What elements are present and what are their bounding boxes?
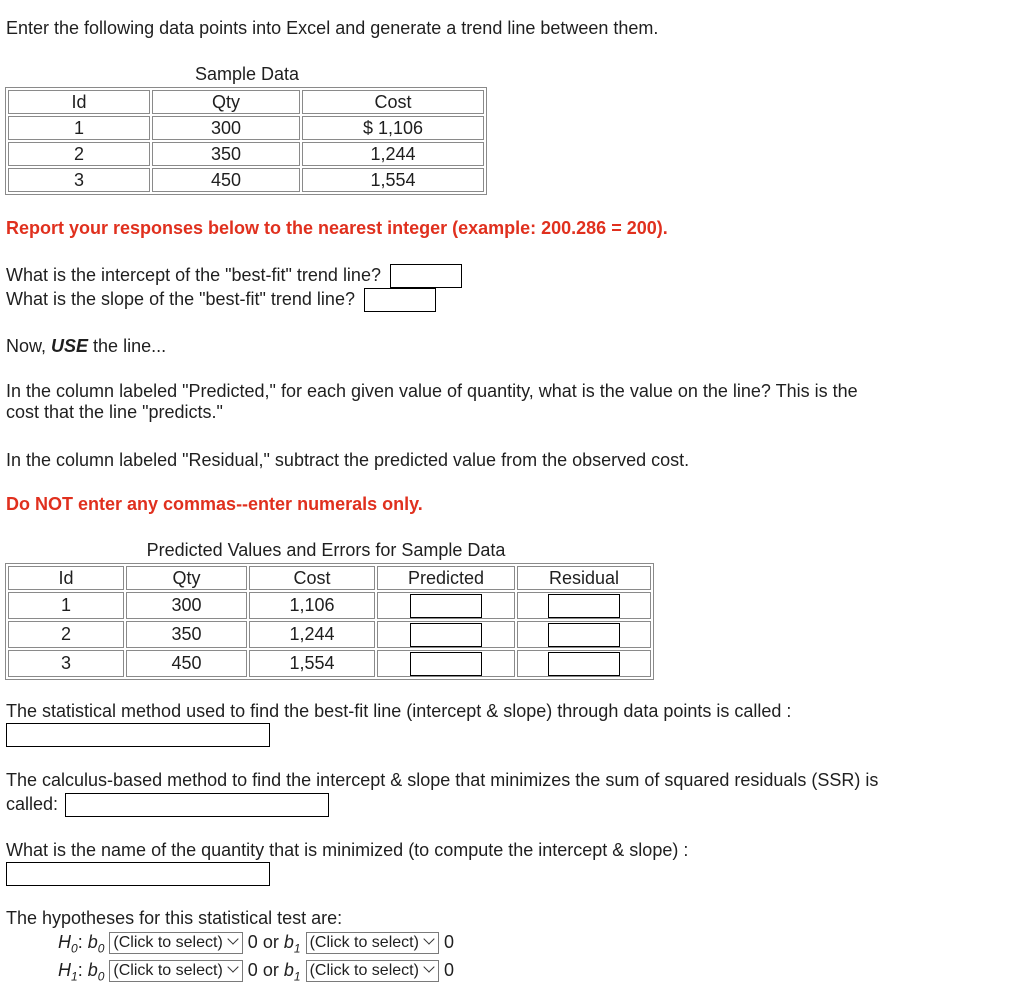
cell-cost: 1,106	[249, 592, 375, 619]
h0-label: $H_0$	[58, 932, 78, 956]
header-cost: Cost	[302, 90, 484, 114]
predicted-input[interactable]	[410, 652, 482, 676]
cell-cost: 1,554	[302, 168, 484, 192]
header-cost: Cost	[249, 566, 375, 590]
residual-input[interactable]	[548, 652, 620, 676]
sample-table-caption: Sample Data	[194, 64, 300, 84]
cell-predicted	[377, 621, 515, 648]
table-header-row	[8, 566, 651, 590]
cell-id: 3	[8, 168, 150, 192]
hypotheses-intro: The hypotheses for this statistical test are:	[6, 908, 343, 928]
cell-predicted	[377, 592, 515, 619]
residual-paragraph: In the column labeled "Residual," subtract the predicted value from the observed cost.	[6, 450, 690, 470]
cell-cost: 1,244	[302, 142, 484, 166]
cell-qty: 450	[126, 650, 247, 677]
h1-label: $H_1$	[58, 960, 78, 984]
cell-residual	[517, 650, 651, 677]
zero-value: 0	[247, 960, 258, 980]
pred-table-caption: Predicted Values and Errors for Sample Data	[146, 540, 506, 560]
b0-label: $b_0$	[87, 960, 105, 984]
method-input[interactable]	[6, 723, 270, 747]
chevron-down-icon	[227, 934, 238, 945]
cell-residual	[517, 592, 651, 619]
or-text: or	[262, 960, 279, 980]
cell-id: 1	[8, 592, 124, 619]
table-header-row	[8, 90, 484, 114]
predicted-input[interactable]	[410, 594, 482, 618]
h0-b1-select[interactable]: (Click to select)	[306, 932, 439, 954]
predicted-paragraph-line1: In the column labeled "Predicted," for each given value of quantity, what is the value on the line? This is the	[6, 381, 858, 401]
cell-qty: 450	[152, 168, 300, 192]
now-use-emph: USE	[51, 336, 89, 356]
b0-label: $b_0$	[87, 932, 105, 956]
or-text: or	[262, 932, 279, 952]
cell-cost: $ 1,106	[302, 116, 484, 140]
cell-id: 1	[8, 116, 150, 140]
no-commas-note: Do NOT enter any commas--enter numerals only.	[6, 494, 423, 514]
chevron-down-icon	[423, 934, 434, 945]
cell-qty: 350	[152, 142, 300, 166]
header-id: Id	[8, 90, 150, 114]
header-id: Id	[8, 566, 124, 590]
predicted-values-table	[5, 563, 654, 680]
intercept-input[interactable]	[390, 264, 462, 288]
cell-qty: 350	[126, 621, 247, 648]
slope-question-row	[6, 288, 436, 312]
now-use-prefix: Now,	[6, 336, 52, 356]
predicted-input[interactable]	[410, 623, 482, 647]
intro-text: Enter the following data points into Excel and generate a trend line between them.	[6, 18, 659, 38]
method-question: The statistical method used to find the best-fit line (intercept & slope) through data points is called :	[6, 701, 792, 721]
calculus-input[interactable]	[65, 793, 329, 817]
now-use-text	[6, 336, 166, 357]
h1-b0-select[interactable]: (Click to select)	[109, 960, 242, 982]
h1-b1-select[interactable]: (Click to select)	[306, 960, 439, 982]
residual-input[interactable]	[548, 594, 620, 618]
predicted-paragraph-line2: cost that the line "predicts."	[6, 402, 223, 422]
intercept-question-row	[6, 264, 462, 288]
report-note: Report your responses below to the nearest integer (example: 200.286 = 200).	[6, 218, 668, 238]
slope-input[interactable]	[364, 288, 436, 312]
h0-row: $H_0$: $b_0$ (Click to select) 0 or $b_1$ (Click to select) 0	[58, 932, 454, 956]
calculus-question-called: called:	[6, 793, 59, 814]
chevron-down-icon	[227, 962, 238, 973]
cell-id: 3	[8, 650, 124, 677]
minimized-input[interactable]	[6, 862, 270, 886]
table-row	[8, 621, 651, 648]
table-row	[8, 168, 484, 192]
header-residual: Residual	[517, 566, 651, 590]
table-row	[8, 142, 484, 166]
cell-cost: 1,554	[249, 650, 375, 677]
cell-qty: 300	[152, 116, 300, 140]
calculus-question-line2	[6, 793, 329, 817]
header-predicted: Predicted	[377, 566, 515, 590]
h0-b0-select[interactable]: (Click to select)	[109, 932, 242, 954]
slope-question: What is the slope of the "best-fit" trend line?	[6, 288, 355, 309]
minimized-question: What is the name of the quantity that is minimized (to compute the intercept & slope) :	[6, 840, 689, 860]
now-use-suffix: the line...	[88, 336, 167, 356]
zero-value: 0	[247, 932, 258, 952]
sample-data-table	[5, 87, 487, 195]
residual-input[interactable]	[548, 623, 620, 647]
cell-predicted	[377, 650, 515, 677]
h1-row: $H_1$: $b_0$ (Click to select) 0 or $b_1$ (Click to select) 0	[58, 960, 454, 984]
zero-value: 0	[443, 960, 454, 980]
cell-id: 2	[8, 142, 150, 166]
table-row	[8, 650, 651, 677]
b1-label: $b_1$	[283, 960, 301, 984]
chevron-down-icon	[423, 962, 434, 973]
intercept-question: What is the intercept of the "best-fit" trend line?	[6, 264, 381, 285]
cell-qty: 300	[126, 592, 247, 619]
calculus-question-line1: The calculus-based method to find the intercept & slope that minimizes the sum of squared residuals (SSR) is	[6, 770, 879, 790]
header-qty: Qty	[126, 566, 247, 590]
table-row	[8, 116, 484, 140]
b1-label: $b_1$	[283, 932, 301, 956]
zero-value: 0	[443, 932, 454, 952]
cell-cost: 1,244	[249, 621, 375, 648]
table-row	[8, 592, 651, 619]
cell-residual	[517, 621, 651, 648]
header-qty: Qty	[152, 90, 300, 114]
cell-id: 2	[8, 621, 124, 648]
